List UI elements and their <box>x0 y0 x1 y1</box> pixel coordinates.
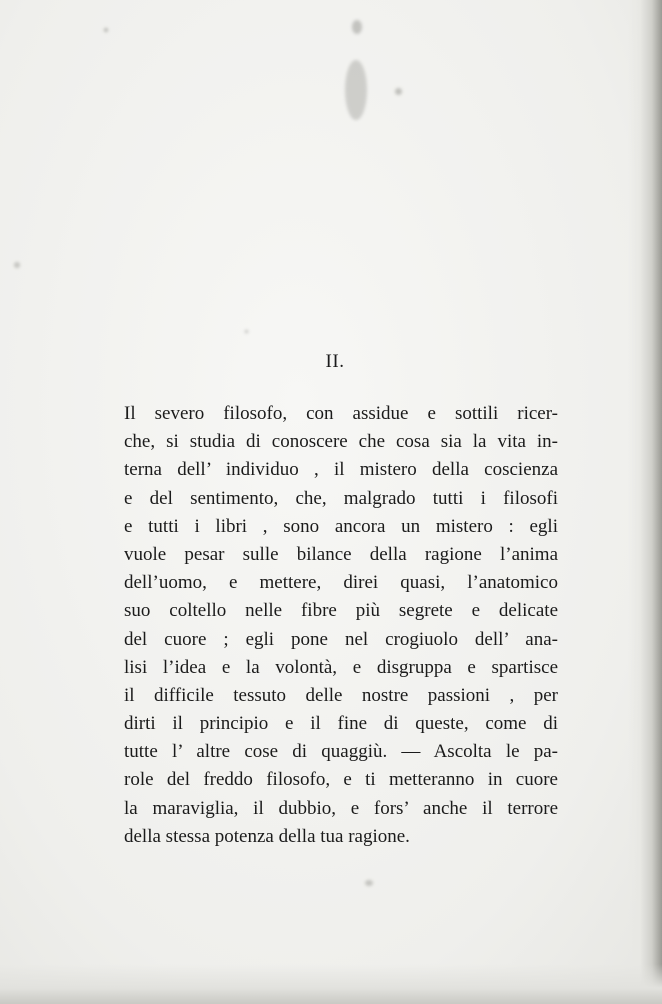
text-line: il difficile tessuto delle nostre passioni , per <box>124 684 558 706</box>
text-line: che, si studia di conoscere che cosa sia la vita in- <box>124 431 558 453</box>
text-line: role del freddo filosofo, e ti metteranno in cuore <box>124 769 558 791</box>
paper-stain <box>14 262 20 268</box>
body-paragraph <box>124 400 558 851</box>
paper-stain <box>245 330 248 333</box>
text-line: la maraviglia, il dubbio, e fors’ anche il terrore <box>124 797 558 819</box>
page-bottom-shadow <box>0 964 662 1004</box>
section-heading: II. <box>325 351 345 372</box>
paper-stain <box>352 20 362 34</box>
text-line: della stessa potenza della tua ragione. <box>124 825 410 847</box>
text-line: e tutti i libri , sono ancora un mistero : egli <box>124 515 558 537</box>
text-line: dirti il principio e il fine di queste, come di <box>124 713 558 735</box>
text-line: dell’uomo, e mettere, direi quasi, l’anatomico <box>124 572 558 594</box>
text-line: suo coltello nelle fibre più segrete e delicate <box>124 600 558 622</box>
text-line: terna dell’ individuo , il mistero della coscienza <box>124 459 558 481</box>
paper-stain <box>395 88 402 95</box>
text-line: tutte l’ altre cose di quaggiù. — Ascolta le pa- <box>124 741 558 763</box>
text-line: e del sentimento, che, malgrado tutti i filosofi <box>124 487 558 509</box>
paper-stain <box>104 28 108 32</box>
text-line: del cuore ; egli pone nel crogiuolo dell’ ana- <box>124 628 558 650</box>
text-line: lisi l’idea e la volontà, e disgruppa e spartisce <box>124 656 558 678</box>
paper-stain <box>365 880 373 886</box>
page-edge-shadow <box>628 0 662 1004</box>
text-line: Il severo filosofo, con assidue e sottili ricer- <box>124 403 558 424</box>
text-line: vuole pesar sulle bilance della ragione l’anima <box>124 543 558 565</box>
paper-stain <box>345 60 367 120</box>
